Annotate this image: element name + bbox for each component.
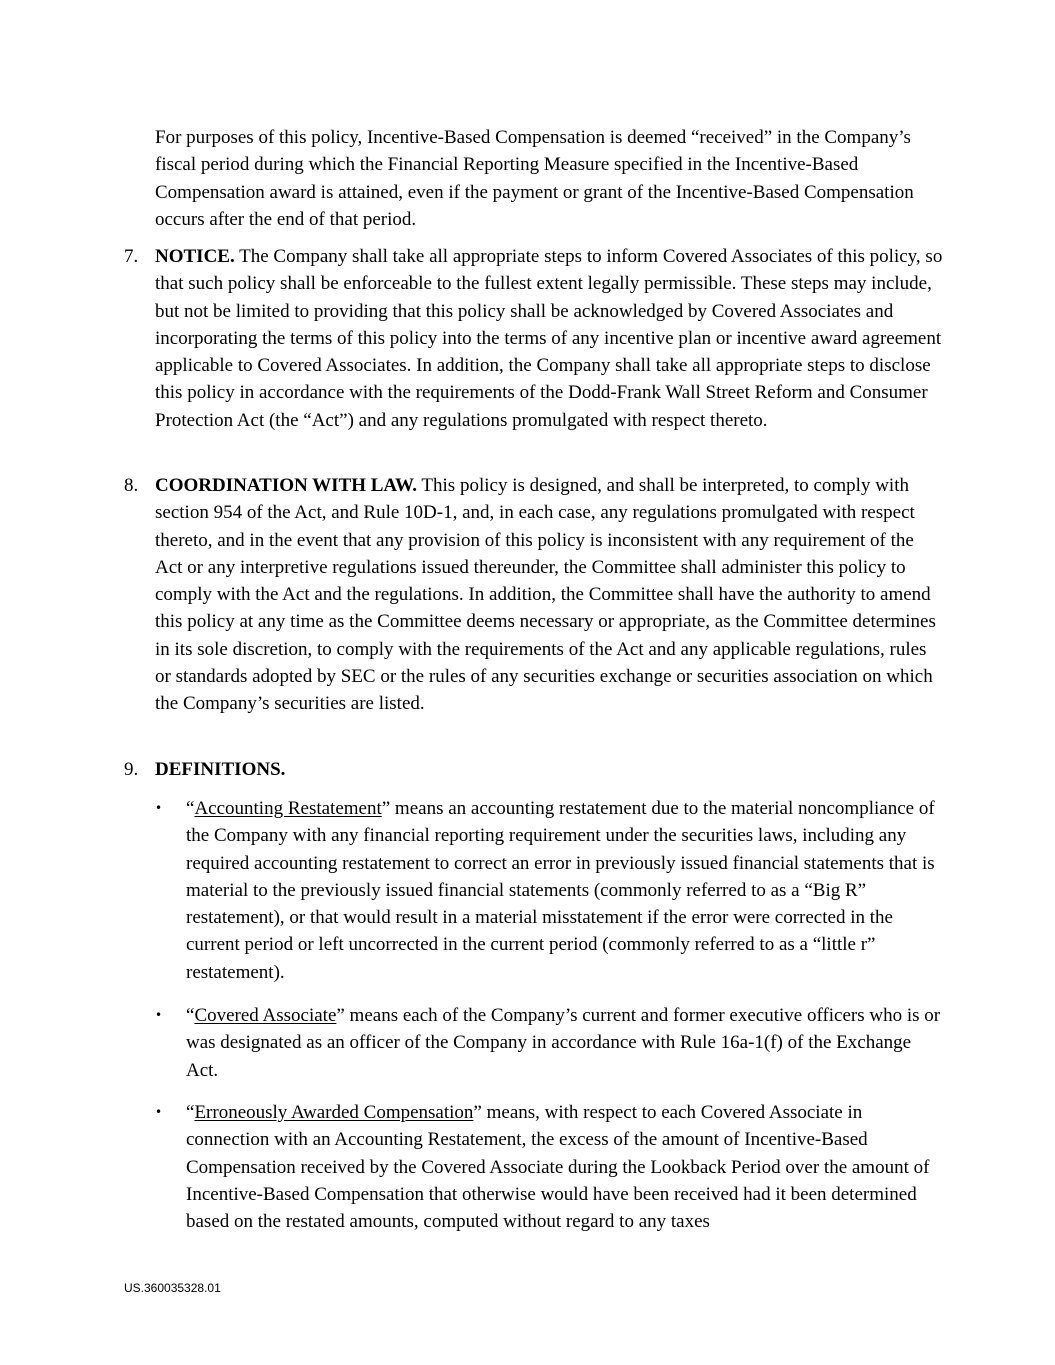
section-notice [124, 243, 944, 434]
open-quote: “ [186, 1005, 195, 1026]
definition-body [186, 1099, 945, 1235]
section-body [155, 243, 944, 434]
section-number: 8. [124, 475, 139, 496]
open-quote: “ [186, 1102, 195, 1123]
definition-text: ” means each of the Company’s current and former executive officers who is or was designated as an officer of the Company in accordance with Rule 16a-1(f) of the Exchange Act. [186, 1005, 941, 1081]
defined-term: Covered Associate [194, 1005, 337, 1026]
defined-term: Erroneously Awarded Compensation [194, 1102, 474, 1123]
definition-body [186, 1002, 945, 1084]
definition-erroneously-awarded-compensation [155, 1099, 945, 1235]
section-body [155, 756, 944, 783]
section-definitions [124, 756, 944, 783]
document-id-footer: US.360035328.01 [124, 1281, 221, 1295]
defined-term: Accounting Restatement [194, 798, 382, 819]
definition-text: ” means an accounting restatement due to the material noncompliance of the Company with any financial reporting requirement under the securities laws, including any required accounting restatement to correct an error in previously issued financial statements that is material to the previously issued financial statements (commonly referred to as a “Big R” restatement), or that would result in a material misstatement if the error were corrected in the current period or left uncorrected in the current period (commonly referred to as a “little r” restatement). [186, 798, 935, 983]
section-text: The Company shall take all appropriate steps to inform Covered Associates of this policy, so that such policy shall be enforceable to the fullest extent legally permissible. These steps may include, but not be limited to providing that this policy shall be acknowledged by Covered Associates and incorporating the terms of this policy into the terms of any incentive plan or incentive award agreement applicable to Covered Associates. In addition, the Company shall take all appropriate steps to disclose this policy in accordance with the requirements of the Dodd-Frank Wall Street Reform and Consumer Protection Act (the “Act”) and any regulations promulgated with respect thereto. [155, 246, 943, 431]
section-body [155, 472, 944, 718]
bullet-icon: • [155, 801, 163, 815]
section-heading: NOTICE. [155, 246, 235, 267]
bullet-icon: • [155, 1105, 163, 1119]
section-heading: COORDINATION WITH LAW. [155, 475, 418, 496]
section-coordination-with-law [124, 472, 944, 718]
definition-covered-associate [155, 1002, 945, 1084]
section-heading: DEFINITIONS. [155, 759, 286, 780]
definition-text: ” means, with respect to each Covered Associate in connection with an Accounting Restatement, the excess of the amount of Incentive-Based Compensation received by the Covered Associate during the Lookback Period over the amount of Incentive-Based Compensation that otherwise would have been received had it been determined based on the restated amounts, computed without regard to any taxes [186, 1102, 930, 1233]
bullet-icon: • [155, 1008, 163, 1022]
intro-paragraph: For purposes of this policy, Incentive-Based Compensation is deemed “received” in the Company’s fiscal period during which the Financial Reporting Measure specified in the Incentive-Based Compensation award is attained, even if the payment or grant of the Incentive-Based Compensation occurs after the end of that period. [155, 127, 914, 230]
definition-accounting-restatement [155, 795, 945, 986]
section-text: This policy is designed, and shall be interpreted, to comply with section 954 of the Act, and Rule 10D-1, and, in each case, any regulations promulgated with respect thereto, and in the event that any provision of this policy is inconsistent with any requirement of the Act or any interpretive regulations issued thereunder, the Committee shall administer this policy to comply with the Act and the regulations. In addition, the Committee shall have the authority to amend this policy at any time as the Committee deems necessary or appropriate, as the Committee determines in its sole discretion, to comply with the requirements of the Act and any applicable regulations, rules or standards adopted by SEC or the rules of any securities exchange or securities association on which the Company’s securities are listed. [155, 475, 936, 715]
section-number: 9. [124, 759, 139, 780]
definition-body [186, 795, 945, 986]
open-quote: “ [186, 798, 195, 819]
section-number: 7. [124, 246, 139, 267]
